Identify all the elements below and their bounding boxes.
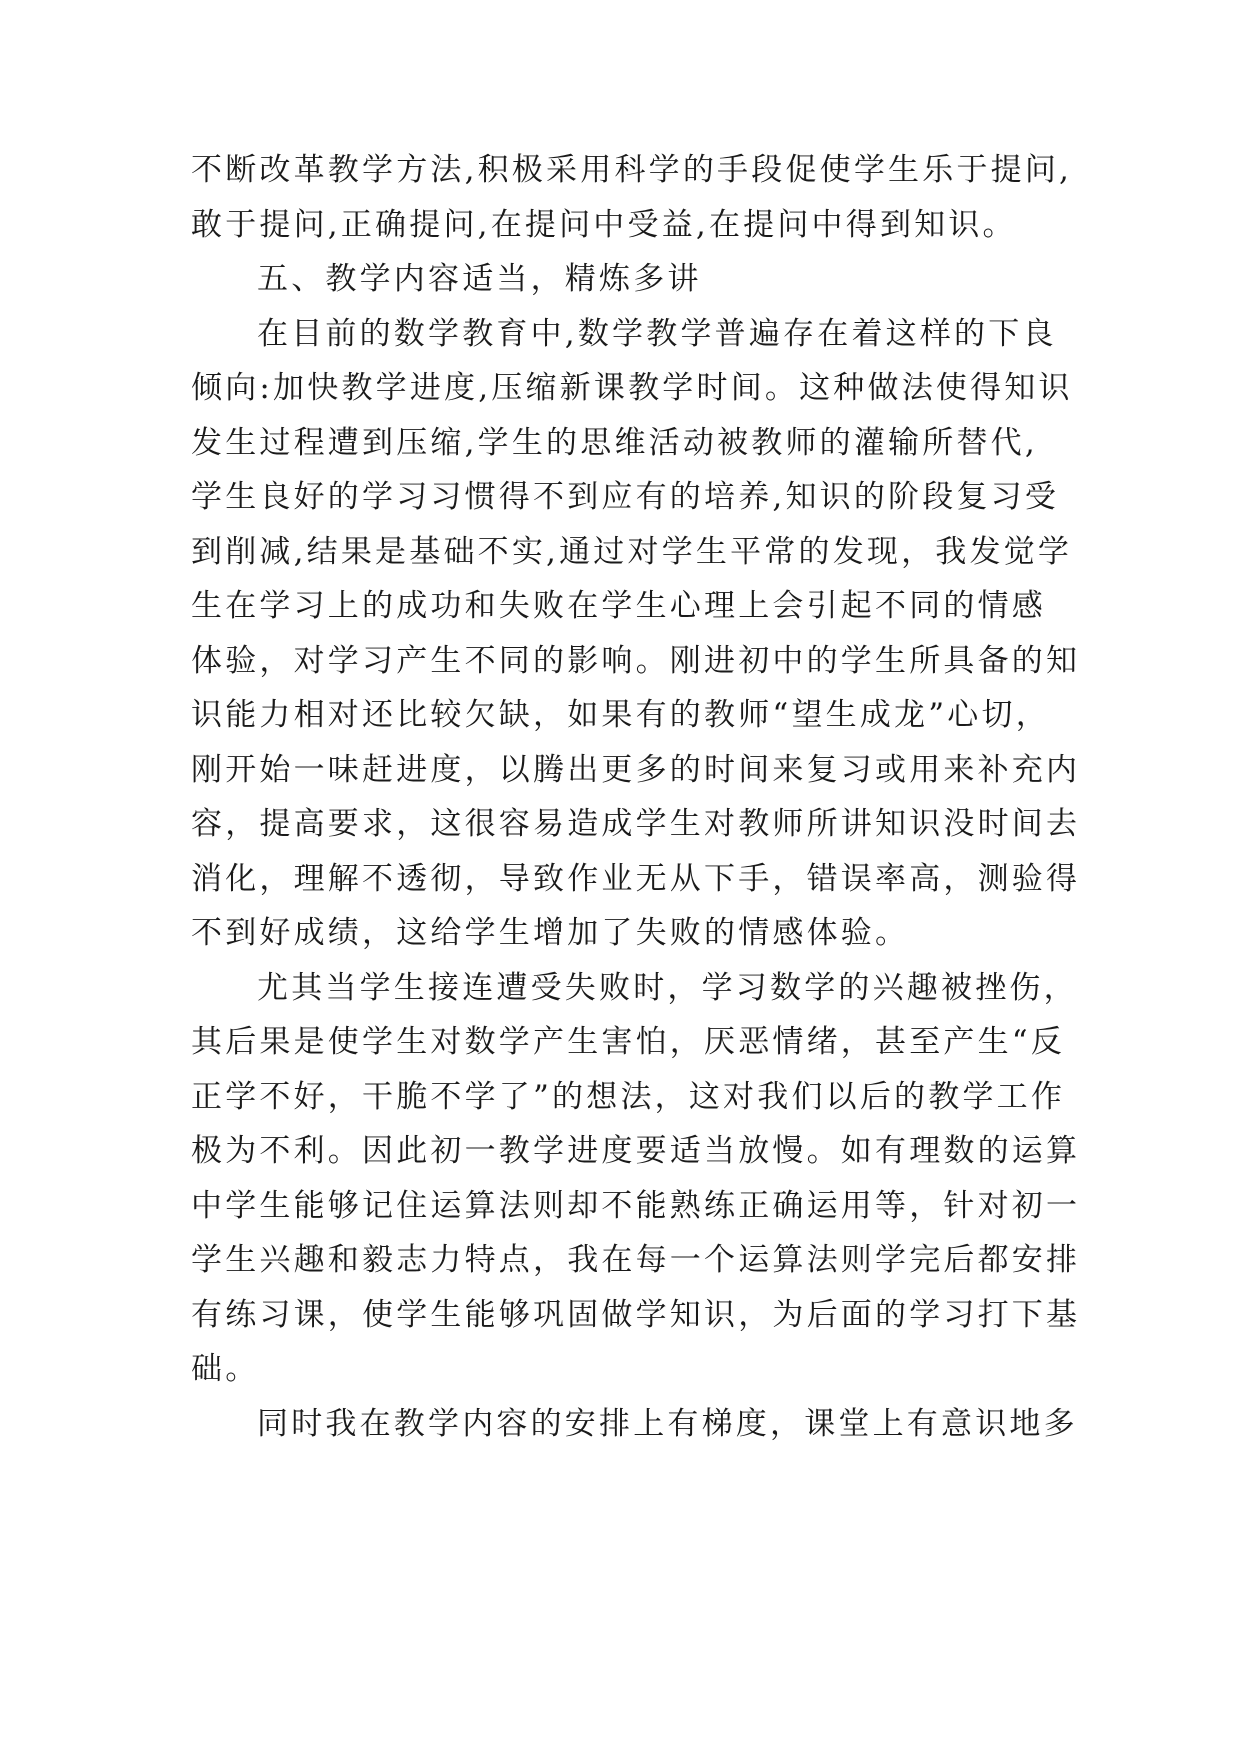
text-line: 生在学习上的成功和失败在学生心理上会引起不同的情感 <box>191 588 1046 624</box>
body-text <box>191 143 1081 1451</box>
text-line: 到削减,结果是基础不实,通过对学生平常的发现，我发觉学 <box>191 533 1073 570</box>
text-line: 体验，对学习产生不同的影响。刚进初中的学生所具备的知 <box>191 642 1081 679</box>
text-line: 正学不好，干脆不学了”的想法，这对我们以后的教学工作 <box>191 1078 1066 1115</box>
text-line: 同时我在教学内容的安排上有梯度，课堂上有意识地多 <box>257 1405 1078 1442</box>
text-line: 消化，理解不透彻，导致作业无从下手，错误率高，测验得 <box>191 860 1081 897</box>
text-line: 尤其当学生接连遭受失败时，学习数学的兴趣被挫伤， <box>257 969 1078 1006</box>
text-line: 识能力相对还比较欠缺，如果有的教师“望生成龙”心切， <box>191 697 1050 733</box>
text-line: 学生兴趣和毅志力特点，我在每一个运算法则学完后都安排 <box>191 1242 1081 1278</box>
text-line: 其后果是使学生对数学产生害怕，厌恶情绪，甚至产生“反 <box>191 1024 1066 1060</box>
text-line: 学生良好的学习习惯得不到应有的培养,知识的阶段复习受 <box>191 479 1060 515</box>
text-line: 不到好成绩，这给学生增加了失败的情感体验。 <box>191 915 910 951</box>
text-line: 容，提高要求，这很容易造成学生对教师所讲知识没时间去 <box>191 806 1081 842</box>
text-line: 中学生能够记住运算法则却不能熟练正确运用等，针对初一 <box>191 1187 1081 1224</box>
text-line: 刚开始一味赶进度，以腾出更多的时间来复习或用来补充内 <box>191 751 1081 788</box>
text-line: 有练习课，使学生能够巩固做学知识，为后面的学习打下基 <box>191 1296 1081 1333</box>
text-line: 不断改革教学方法,积极采用科学的手段促使学生乐于提问, <box>191 152 1073 188</box>
text-line: 倾向:加快教学进度,压缩新课教学时间。这种做法使得知识 <box>191 370 1073 406</box>
text-line: 础。 <box>191 1351 260 1387</box>
text-line: 发生过程遭到压缩,学生的思维活动被教师的灌输所替代, <box>191 424 1038 461</box>
section-heading: 五、教学内容适当，精炼多讲 <box>257 261 702 297</box>
text-line: 在目前的数学教育中,数学教学普遍存在着这样的下良 <box>257 315 1057 352</box>
text-line: 极为不利。因此初一教学进度要适当放慢。如有理数的运算 <box>191 1133 1081 1169</box>
text-line: 敢于提问,正确提问,在提问中受益,在提问中得到知识。 <box>191 206 1017 243</box>
